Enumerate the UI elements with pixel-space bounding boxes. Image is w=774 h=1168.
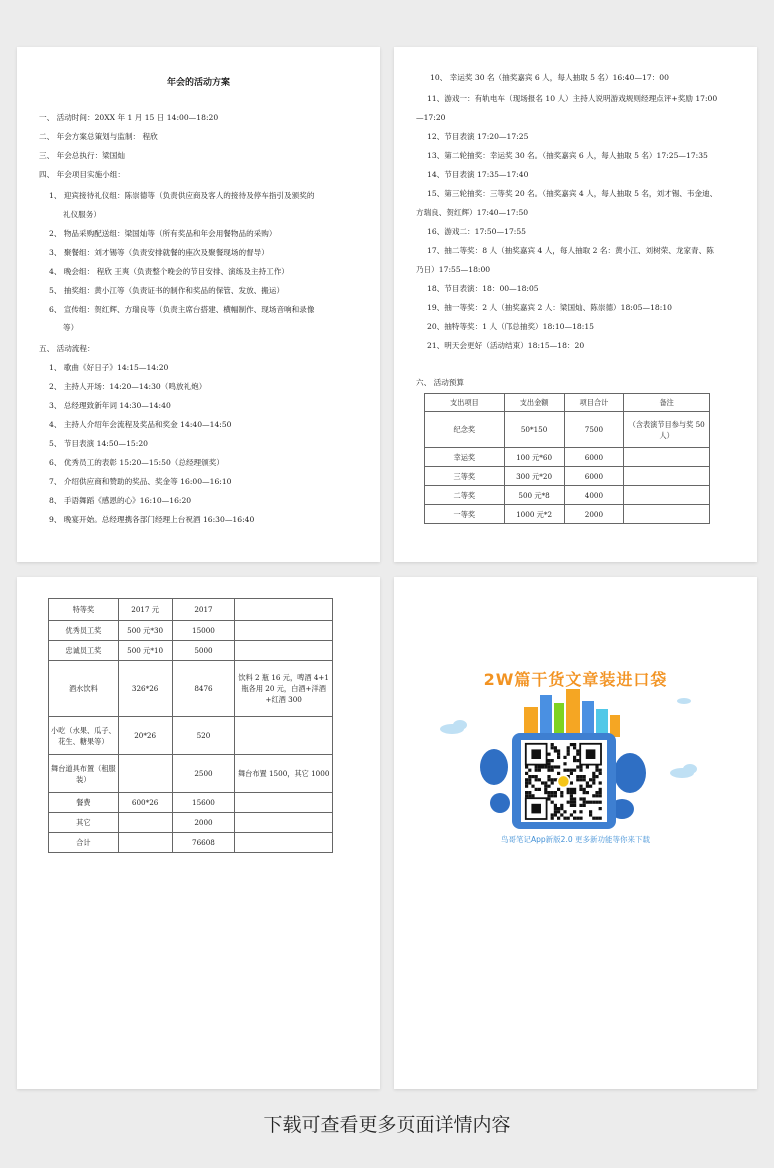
table-cell: 忠诚员工奖 <box>49 641 119 661</box>
table-cell: 2500 <box>172 755 235 793</box>
text-line: 三、 年会总执行：梁国灿 <box>39 151 125 160</box>
text-line: 五、 活动流程： <box>39 344 95 353</box>
text-line: 15、第三轮抽奖：三等奖 20 名。（抽奖嘉宾 4 人，每人抽取 5 名，刘才锡、韦金迪、 <box>427 189 718 198</box>
document-page-4-ad <box>394 577 757 1089</box>
table-cell: 2017 <box>172 599 235 621</box>
table-header-cell: 支出项目 <box>425 394 505 412</box>
table-header-row <box>425 394 710 412</box>
table-cell: 6000 <box>564 467 624 486</box>
text-line: 6、 优秀员工的表彰 15:20—15:50（总经理颁奖） <box>49 458 224 467</box>
text-line: 7、 介绍供应商和赞助的奖品、奖金等 16:00—16:10 <box>49 477 232 486</box>
table-cell: 一等奖 <box>425 505 505 524</box>
table-cell: 酒水饮料 <box>49 661 119 717</box>
text-line: 21、明天会更好（活动结束）18:15—18：20 <box>427 341 585 350</box>
table-cell: 餐费 <box>49 793 119 813</box>
text-line: 3、 总经理致新年词 14:30—14:40 <box>49 401 171 410</box>
table-cell: 特等奖 <box>49 599 119 621</box>
text-line: 1、 歌曲《好日子》14:15—14:20 <box>49 363 169 372</box>
text-line: 4、 晚会组： 程欣 王爽（负责整个晚会的节目安排、演练及主持工作） <box>49 267 289 276</box>
text-line: 6、 宣传组：贺红辉、方瑞良等（负责主席台搭建、横幅制作、现场音响和录像 <box>49 305 315 314</box>
table-row <box>49 621 333 641</box>
text-line: 5、 抽奖组：黄小江等（负责证书的制作和奖品的保管、发放、搬运） <box>49 286 285 295</box>
table-cell: 500 元*30 <box>118 621 172 641</box>
table-cell <box>624 505 710 524</box>
table-row <box>49 717 333 755</box>
text-line: 5、 节目表演 14:50—15:20 <box>49 439 148 448</box>
table-cell: 500 元*8 <box>504 486 564 505</box>
table-row <box>425 448 710 467</box>
table-cell: 8476 <box>172 661 235 717</box>
table-row <box>49 755 333 793</box>
table-cell <box>624 467 710 486</box>
table-cell: （含表演节目参与奖 50 人） <box>624 412 710 448</box>
text-line: 16、游戏二：17:50—17:55 <box>427 227 526 236</box>
table-cell <box>235 717 333 755</box>
table-cell: 500 元*10 <box>118 641 172 661</box>
table-cell: 2000 <box>564 505 624 524</box>
table-cell: 7500 <box>564 412 624 448</box>
table-row <box>49 641 333 661</box>
text-line: 19、抽一等奖：2 人（抽奖嘉宾 2 人：梁国灿、陈崇德）18:05—18:10 <box>427 303 672 312</box>
text-line: 2、 主持人开场：14:20—14:30（鸣放礼炮） <box>49 382 207 391</box>
text-line: 18、节目表演：18：00—18:05 <box>427 284 539 293</box>
text-line: 8、 手语舞蹈《感恩的心》16:10—16:20 <box>49 496 192 505</box>
table-header-cell: 支出金额 <box>504 394 564 412</box>
text-line: 9、 晚宴开始。总经理携各部门经理上台祝酒 16:30—16:40 <box>49 515 255 524</box>
table-row <box>425 505 710 524</box>
text-line: 12、节目表演 17:20—17:25 <box>427 132 529 141</box>
text-line: 3、 聚餐组：刘才锡等（负责安排就餐的座次及聚餐现场的督导） <box>49 248 269 257</box>
table-cell: 326*26 <box>118 661 172 717</box>
table-cell: 300 元*20 <box>504 467 564 486</box>
table-cell <box>235 793 333 813</box>
table-row <box>49 793 333 813</box>
table-cell <box>235 813 333 833</box>
table-header-cell: 项目合计 <box>564 394 624 412</box>
table-cell <box>624 448 710 467</box>
text-line: 方瑞良、贺红辉）17:40—17:50 <box>416 208 529 217</box>
text-line: 4、 主持人介绍年会流程及奖品和奖金 14:40—14:50 <box>49 420 232 429</box>
table-cell: 5000 <box>172 641 235 661</box>
text-line: 1、 迎宾接待礼仪组：陈崇德等（负责供应商及客人的接待及停车指引及颁奖的 <box>49 191 315 200</box>
table-cell: 小吃（水果、瓜子、花生、糖果等） <box>49 717 119 755</box>
table-cell: 二等奖 <box>425 486 505 505</box>
document-page-1 <box>17 47 380 562</box>
table-row <box>425 412 710 448</box>
table-cell: 1000 元*2 <box>504 505 564 524</box>
promo-caption: 鸟哥笔记App新版2.0 更多新功能等你来下载 <box>501 835 650 844</box>
table-cell: 600*26 <box>118 793 172 813</box>
city-buildings-icon <box>524 689 620 737</box>
table-cell: 520 <box>172 717 235 755</box>
table-row <box>49 599 333 621</box>
table-cell: 舞台布置 1500，其它 1000 <box>235 755 333 793</box>
text-line: 10、 幸运奖 30 名（抽奖嘉宾 6 人，每人抽取 5 名）16:40—17：00 <box>430 73 669 82</box>
table-cell <box>235 641 333 661</box>
budget-heading: 六、 活动预算 <box>416 378 464 387</box>
table-row <box>49 661 333 717</box>
table-row <box>49 813 333 833</box>
table-cell <box>235 621 333 641</box>
page-title: 年会的活动方案 <box>166 78 230 88</box>
table-row <box>425 467 710 486</box>
table-cell: 舞台道具布置（租服装） <box>49 755 119 793</box>
table-cell <box>118 755 172 793</box>
table-cell: 合计 <box>49 833 119 853</box>
text-line: 乃日）17:55—18:00 <box>416 265 491 274</box>
budget-table <box>424 393 710 524</box>
text-line: 一、 活动时间：20XX 年 1 月 15 日 14:00—18:20 <box>39 113 219 122</box>
table-cell <box>235 833 333 853</box>
table-cell: 其它 <box>49 813 119 833</box>
text-line: 13、第二轮抽奖：幸运奖 30 名。（抽奖嘉宾 6 人，每人抽取 5 名）17:25—17:35 <box>427 151 708 160</box>
table-cell: 纪念奖 <box>425 412 505 448</box>
text-line: 20、抽特等奖：1 人（邝总抽奖）18:10—18:15 <box>427 322 594 331</box>
budget-table-continued <box>48 598 333 853</box>
table-cell: 三等奖 <box>425 467 505 486</box>
document-page-2 <box>394 47 757 562</box>
table-cell: 100 元*60 <box>504 448 564 467</box>
text-line: 17、抽二等奖：8 人（抽奖嘉宾 4 人，每人抽取 2 名：黄小江、刘树荣、龙家青、陈 <box>427 246 714 255</box>
text-line: 四、 年会项目实施小组： <box>39 170 125 179</box>
table-cell: 76608 <box>172 833 235 853</box>
table-row <box>49 833 333 853</box>
table-cell: 50*150 <box>504 412 564 448</box>
table-cell: 20*26 <box>118 717 172 755</box>
text-line: 等） <box>63 323 79 332</box>
text-line: 2、 物品采购配送组：梁国灿等（所有奖品和年会用餐物品的采购） <box>49 229 277 238</box>
table-cell <box>235 599 333 621</box>
table-header-cell: 备注 <box>624 394 710 412</box>
promo-illustration <box>394 577 757 1089</box>
table-cell <box>624 486 710 505</box>
text-line: —17:20 <box>416 113 446 122</box>
table-cell: 饮料 2 瓶 16 元，啤酒 4+1 瓶各用 20 元，白酒+洋酒+红酒 300 <box>235 661 333 717</box>
text-line: 礼仪服务） <box>63 210 101 219</box>
table-cell <box>118 833 172 853</box>
table-cell: 幸运奖 <box>425 448 505 467</box>
document-page-3 <box>17 577 380 1089</box>
table-cell: 15600 <box>172 793 235 813</box>
table-cell: 2000 <box>172 813 235 833</box>
table-cell: 15000 <box>172 621 235 641</box>
table-cell: 6000 <box>564 448 624 467</box>
promo-banner: 2W篇干货文章装进口袋 <box>483 670 668 689</box>
table-row <box>425 486 710 505</box>
table-cell: 4000 <box>564 486 624 505</box>
table-cell: 优秀员工奖 <box>49 621 119 641</box>
table-cell: 2017 元 <box>118 599 172 621</box>
text-line: 11、游戏一：有轨电车（现场报名 10 人）主持人说明游戏规则经理点评+奖励 17:00 <box>427 94 718 103</box>
text-line: 二、 年会方案总策划与监制： 程欣 <box>39 132 158 141</box>
table-cell <box>118 813 172 833</box>
text-line: 14、节目表演 17:35—17:40 <box>427 170 529 179</box>
download-footer-text[interactable]: 下载可查看更多页面详情内容 <box>263 1114 511 1136</box>
